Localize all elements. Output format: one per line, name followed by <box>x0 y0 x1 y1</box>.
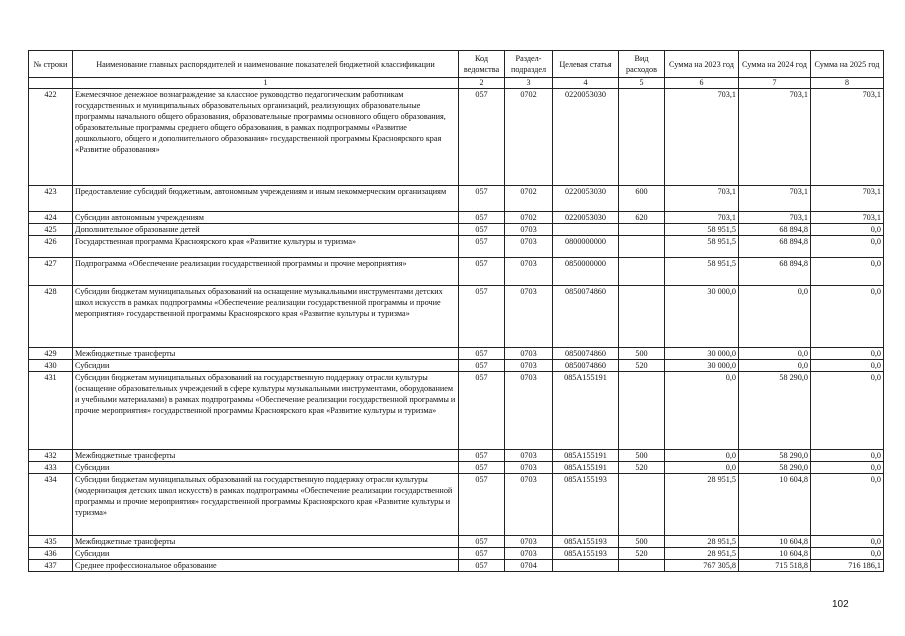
table-row <box>29 89 884 186</box>
target-item: 0850074860 <box>553 348 619 360</box>
table-row <box>29 372 884 450</box>
row-number: 424 <box>29 212 73 224</box>
row-name: Субсидии <box>73 548 459 560</box>
target-item: 0800000000 <box>553 236 619 258</box>
table-row <box>29 212 884 224</box>
target-item: 0850000000 <box>553 258 619 286</box>
sum-2025: 0,0 <box>811 462 884 474</box>
department-code: 057 <box>459 462 505 474</box>
budget-table-container <box>28 50 883 572</box>
column-number-row <box>29 78 884 89</box>
department-code: 057 <box>459 236 505 258</box>
sum-2023: 28 951,5 <box>665 474 739 536</box>
department-code: 057 <box>459 474 505 536</box>
section-code: 0703 <box>505 536 553 548</box>
column-number <box>29 78 73 89</box>
row-number: 437 <box>29 560 73 572</box>
sum-2023: 767 305,8 <box>665 560 739 572</box>
expense-type <box>619 560 665 572</box>
table-row <box>29 348 884 360</box>
sum-2024: 58 290,0 <box>739 450 811 462</box>
column-number: 5 <box>619 78 665 89</box>
section-code: 0703 <box>505 462 553 474</box>
section-code: 0702 <box>505 186 553 212</box>
header-sum-2024: Сумма на 2024 год <box>739 51 811 78</box>
row-name: Субсидии <box>73 462 459 474</box>
row-name: Субсидии бюджетам муниципальных образований на государственную поддержку отрасли культуры (модернизация детских школ искусств) в рамках подпрограммы «Обеспечение реализации государственной программы и прочие мероприятия» государственной программы Красноярского края «Развитие культуры и туризма» <box>73 474 459 536</box>
department-code: 057 <box>459 212 505 224</box>
target-item <box>553 224 619 236</box>
sum-2024: 0,0 <box>739 348 811 360</box>
section-code: 0703 <box>505 258 553 286</box>
sum-2025: 703,1 <box>811 186 884 212</box>
sum-2023: 703,1 <box>665 212 739 224</box>
expense-type: 600 <box>619 186 665 212</box>
department-code: 057 <box>459 186 505 212</box>
header-name: Наименование главных распорядителей и наименование показателей бюджетной классификации <box>73 51 459 78</box>
section-code: 0703 <box>505 348 553 360</box>
header-expense-type: Вид расходов <box>619 51 665 78</box>
department-code: 057 <box>459 348 505 360</box>
section-code: 0704 <box>505 560 553 572</box>
table-row <box>29 236 884 258</box>
table-row <box>29 462 884 474</box>
section-code: 0703 <box>505 548 553 560</box>
row-number: 433 <box>29 462 73 474</box>
department-code: 057 <box>459 560 505 572</box>
target-item: 085A155191 <box>553 462 619 474</box>
expense-type: 520 <box>619 360 665 372</box>
sum-2023: 0,0 <box>665 450 739 462</box>
table-row <box>29 560 884 572</box>
sum-2025: 0,0 <box>811 360 884 372</box>
expense-type <box>619 89 665 186</box>
department-code: 057 <box>459 286 505 348</box>
sum-2025: 0,0 <box>811 258 884 286</box>
sum-2024: 10 604,8 <box>739 548 811 560</box>
expense-type <box>619 258 665 286</box>
row-number: 435 <box>29 536 73 548</box>
section-code: 0703 <box>505 450 553 462</box>
sum-2025: 703,1 <box>811 212 884 224</box>
sum-2025: 716 186,1 <box>811 560 884 572</box>
row-number: 430 <box>29 360 73 372</box>
expense-type <box>619 224 665 236</box>
department-code: 057 <box>459 258 505 286</box>
department-code: 057 <box>459 450 505 462</box>
sum-2023: 703,1 <box>665 89 739 186</box>
sum-2024: 715 518,8 <box>739 560 811 572</box>
expense-type <box>619 236 665 258</box>
sum-2024: 58 290,0 <box>739 462 811 474</box>
row-number: 423 <box>29 186 73 212</box>
table-row <box>29 224 884 236</box>
target-item <box>553 560 619 572</box>
section-code: 0703 <box>505 474 553 536</box>
header-department-code: Код ведомства <box>459 51 505 78</box>
header-section: Раздел-подраздел <box>505 51 553 78</box>
column-number: 4 <box>553 78 619 89</box>
row-number: 428 <box>29 286 73 348</box>
section-code: 0703 <box>505 360 553 372</box>
target-item: 0220053030 <box>553 89 619 186</box>
table-row <box>29 360 884 372</box>
sum-2024: 703,1 <box>739 212 811 224</box>
table-row <box>29 474 884 536</box>
target-item: 085A155193 <box>553 474 619 536</box>
row-name: Субсидии <box>73 360 459 372</box>
column-number: 7 <box>739 78 811 89</box>
target-item: 085A155193 <box>553 548 619 560</box>
sum-2023: 30 000,0 <box>665 348 739 360</box>
sum-2025: 0,0 <box>811 372 884 450</box>
row-number: 426 <box>29 236 73 258</box>
expense-type: 520 <box>619 548 665 560</box>
sum-2024: 703,1 <box>739 89 811 186</box>
row-name: Ежемесячное денежное вознаграждение за классное руководство педагогическим работникам государственных и муниципальных образовательных организаций, реализующих образовательные программы начального общего образования, образовательные программы основного общего образования, образовательные программы среднего общего образования, в рамках подпрограммы «Развитие дошкольного, общего и дополнительного образования» государственной программы Красноярского края «Развитие образования» <box>73 89 459 186</box>
column-number: 8 <box>811 78 884 89</box>
column-number: 1 <box>73 78 459 89</box>
sum-2024: 0,0 <box>739 286 811 348</box>
sum-2024: 0,0 <box>739 360 811 372</box>
target-item: 0850074860 <box>553 360 619 372</box>
sum-2025: 0,0 <box>811 474 884 536</box>
row-number: 434 <box>29 474 73 536</box>
section-code: 0703 <box>505 372 553 450</box>
expense-type: 500 <box>619 348 665 360</box>
column-number: 2 <box>459 78 505 89</box>
table-row <box>29 186 884 212</box>
sum-2023: 28 951,5 <box>665 536 739 548</box>
sum-2025: 0,0 <box>811 224 884 236</box>
sum-2023: 30 000,0 <box>665 286 739 348</box>
expense-type <box>619 474 665 536</box>
row-name: Субсидии автономным учреждениям <box>73 212 459 224</box>
row-name: Подпрограмма «Обеспечение реализации государственной программы и прочие мероприятия» <box>73 258 459 286</box>
section-code: 0703 <box>505 236 553 258</box>
sum-2025: 0,0 <box>811 548 884 560</box>
row-number: 425 <box>29 224 73 236</box>
header-target-item: Целевая статья <box>553 51 619 78</box>
row-name: Дополнительное образование детей <box>73 224 459 236</box>
row-number: 436 <box>29 548 73 560</box>
section-code: 0702 <box>505 89 553 186</box>
target-item: 085A155193 <box>553 536 619 548</box>
expense-type: 520 <box>619 462 665 474</box>
department-code: 057 <box>459 536 505 548</box>
table-row <box>29 258 884 286</box>
expense-type: 500 <box>619 450 665 462</box>
sum-2025: 0,0 <box>811 348 884 360</box>
sum-2024: 703,1 <box>739 186 811 212</box>
target-item: 0850074860 <box>553 286 619 348</box>
sum-2023: 28 951,5 <box>665 548 739 560</box>
page-number: 102 <box>832 599 849 610</box>
budget-table <box>28 50 884 572</box>
row-number: 431 <box>29 372 73 450</box>
department-code: 057 <box>459 372 505 450</box>
row-number: 432 <box>29 450 73 462</box>
expense-type: 500 <box>619 536 665 548</box>
section-code: 0703 <box>505 286 553 348</box>
section-code: 0703 <box>505 224 553 236</box>
department-code: 057 <box>459 89 505 186</box>
sum-2025: 0,0 <box>811 536 884 548</box>
row-name: Межбюджетные трансферты <box>73 450 459 462</box>
sum-2025: 0,0 <box>811 236 884 258</box>
department-code: 057 <box>459 224 505 236</box>
row-name: Субсидии бюджетам муниципальных образований на оснащение музыкальными инструментами детских школ искусств в рамках подпрограммы «Обеспечение реализации государственной программы и прочие мероприятия» государственной программы Красноярского края «Развитие культуры и туризма» <box>73 286 459 348</box>
expense-type <box>619 372 665 450</box>
row-name: Межбюджетные трансферты <box>73 348 459 360</box>
column-number: 3 <box>505 78 553 89</box>
department-code: 057 <box>459 548 505 560</box>
row-number: 422 <box>29 89 73 186</box>
row-name: Среднее профессиональное образование <box>73 560 459 572</box>
sum-2024: 68 894,8 <box>739 236 811 258</box>
expense-type <box>619 286 665 348</box>
header-sum-2023: Сумма на 2023 год <box>665 51 739 78</box>
table-row <box>29 450 884 462</box>
sum-2024: 58 290,0 <box>739 372 811 450</box>
expense-type: 620 <box>619 212 665 224</box>
row-name: Межбюджетные трансферты <box>73 536 459 548</box>
sum-2024: 10 604,8 <box>739 474 811 536</box>
target-item: 0220053030 <box>553 212 619 224</box>
target-item: 0220053030 <box>553 186 619 212</box>
sum-2023: 30 000,0 <box>665 360 739 372</box>
row-number: 427 <box>29 258 73 286</box>
header-row-number: № строки <box>29 51 73 78</box>
sum-2023: 58 951,5 <box>665 258 739 286</box>
table-row <box>29 536 884 548</box>
row-name: Государственная программа Красноярского края «Развитие культуры и туризма» <box>73 236 459 258</box>
sum-2025: 703,1 <box>811 89 884 186</box>
header-sum-2025: Сумма на 2025 год <box>811 51 884 78</box>
sum-2024: 10 604,8 <box>739 536 811 548</box>
sum-2023: 703,1 <box>665 186 739 212</box>
row-name: Предоставление субсидий бюджетным, автономным учреждениям и иным некоммерческим организациям <box>73 186 459 212</box>
sum-2023: 0,0 <box>665 372 739 450</box>
target-item: 085A155191 <box>553 450 619 462</box>
row-number: 429 <box>29 348 73 360</box>
header-row <box>29 51 884 78</box>
sum-2023: 58 951,5 <box>665 224 739 236</box>
sum-2024: 68 894,8 <box>739 224 811 236</box>
row-name: Субсидии бюджетам муниципальных образований на государственную поддержку отрасли культуры (оснащение образовательных учреждений в сфере культуры музыкальными инструментами, оборудованием и учебными материалами) в рамках подпрограммы «Обеспечение реализации государственной программы и прочие мероприятия» государственной программы Красноярского края «Развитие культуры и туризма» <box>73 372 459 450</box>
table-row <box>29 286 884 348</box>
table-row <box>29 548 884 560</box>
sum-2023: 58 951,5 <box>665 236 739 258</box>
column-number: 6 <box>665 78 739 89</box>
sum-2025: 0,0 <box>811 450 884 462</box>
sum-2025: 0,0 <box>811 286 884 348</box>
section-code: 0702 <box>505 212 553 224</box>
sum-2023: 0,0 <box>665 462 739 474</box>
sum-2024: 68 894,8 <box>739 258 811 286</box>
target-item: 085A155191 <box>553 372 619 450</box>
department-code: 057 <box>459 360 505 372</box>
